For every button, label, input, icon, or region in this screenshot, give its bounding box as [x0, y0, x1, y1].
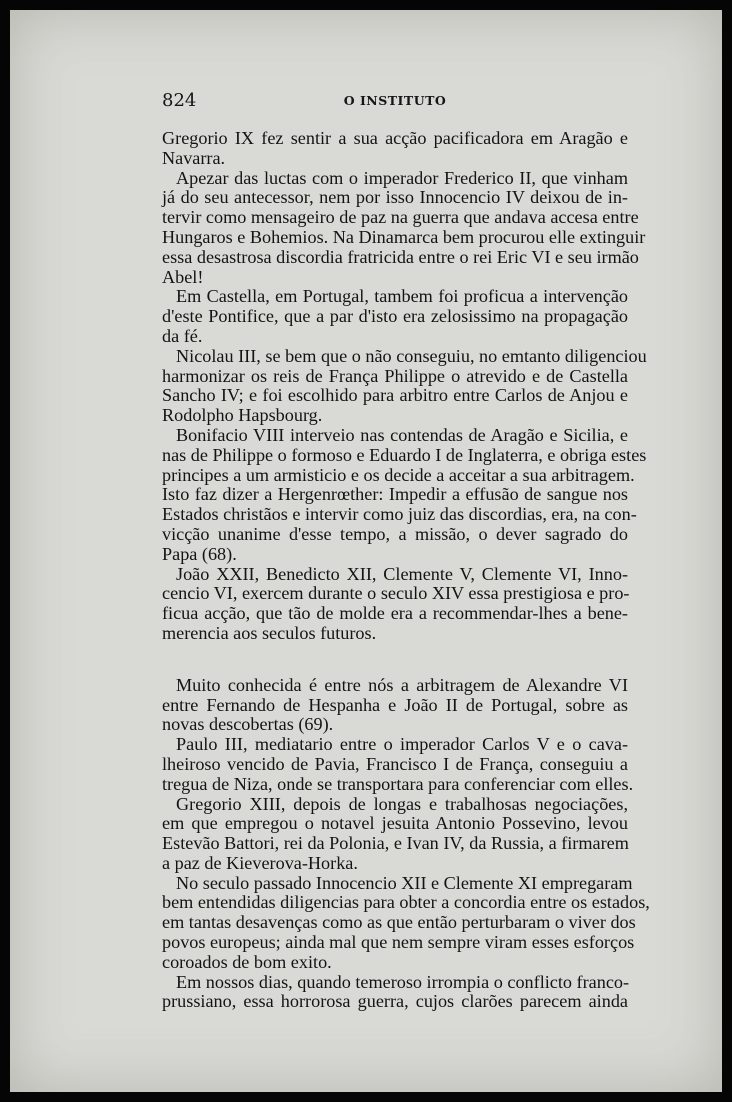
text-line: Sancho IV; e foi escolhido para arbitro entre Carlos de Anjou e	[162, 385, 628, 406]
text-line: entre Fernando de Hespanha e João II de Portugal, sobre as	[162, 694, 628, 715]
text-line: Em nossos dias, quando temeroso irrompia o conflicto franco-	[176, 971, 630, 992]
text-line: cencio VI, exercem durante o seculo XIV essa prestigiosa e pro-	[162, 583, 630, 604]
text-line: Gregorio IX fez sentir a sua acção pacificadora em Aragão e	[162, 128, 628, 148]
text-line: já do seu antecessor, nem por isso Innocencio IV deixou de in-	[162, 187, 628, 208]
text-line: prussiano, essa horrorosa guerra, cujos clarões parecem ainda	[162, 991, 628, 1012]
text-line: Estevão Battori, rei da Polonia, e Ivan IV, da Russia, a firmarem	[162, 833, 629, 854]
text-line: bem entendidas diligencias para obter a concordia entre os estados,	[162, 892, 650, 913]
page-header	[162, 90, 628, 114]
text-line: em que empregou o notavel jesuita Antonio Possevino, levou	[162, 813, 628, 834]
text-line: No seculo passado Innocencio XII e Clemente XI empregaram	[176, 872, 633, 893]
text-line: Rodolpho Hapsbourg.	[162, 405, 323, 426]
text-line: Gregorio XIII, depois de longas e trabalhosas negociações,	[176, 793, 628, 814]
body-text	[162, 128, 650, 1012]
text-line: vicção unanime d'esse tempo, a missão, o dever sagrado do	[162, 523, 628, 544]
text-line: Nicolau III, se bem que o não conseguiu, no emtanto diligenciou	[176, 345, 647, 366]
text-line: principes a um armisticio e os decide a acceitar a sua arbitragem.	[162, 464, 635, 485]
text-line: Isto faz dizer a Hergenrœther: Impedir a effusão de sangue nos	[162, 484, 628, 505]
text-line: tregua de Niza, onde se transportara para conferenciar com elles.	[162, 773, 634, 794]
running-title: O INSTITUTO	[343, 93, 447, 108]
text-line: em tantas desavenças como as que então perturbaram o viver dos	[162, 912, 636, 933]
text-line: Abel!	[162, 266, 204, 287]
text-line: Estados christãos e intervir como juiz das discordias, era, na con-	[162, 504, 637, 525]
page-number: 824	[162, 90, 197, 111]
text-line: ficua acção, que tão de molde era a recommendar-lhes a bene-	[162, 603, 628, 624]
text-line: harmonizar os reis de França Philippe o atrevido e de Castella	[162, 365, 628, 386]
text-line: a paz de Kieverova-Horka.	[162, 852, 358, 873]
text-line: d'este Pontifice, que a par d'isto era zelosissimo na propagação	[162, 306, 628, 327]
text-line: lheiroso vencido de Pavia, Francisco I de França, conseguiu a	[162, 753, 628, 774]
text-line: povos europeus; ainda mal que nem sempre viram esses esforços	[162, 932, 635, 953]
text-line: Muito conhecida é entre nós a arbitragem de Alexandre VI	[176, 674, 628, 695]
text-line: tervir como mensageiro de paz na guerra que andava accesa entre	[162, 207, 639, 228]
text-line: Apezar das luctas com o imperador Frederico II, que vinham	[176, 167, 628, 188]
text-line: nas de Philippe o formoso e Eduardo I de Inglaterra, e obriga estes	[162, 444, 647, 465]
text-line: Bonifacio VIII interveio nas contendas de Aragão e Sicilia, e	[176, 424, 628, 445]
text-line: novas descobertas (69).	[162, 714, 334, 735]
text-line: Papa (68).	[162, 543, 237, 564]
text-line: coroados de bom exito.	[162, 951, 332, 972]
text-line: da fé.	[162, 325, 203, 346]
text-line: João XXII, Benedicto XII, Clemente V, Clemente VI, Inno-	[176, 563, 628, 584]
text-line: Paulo III, mediatario entre o imperador Carlos V e o cava-	[176, 734, 628, 755]
text-line: Em Castella, em Portugal, tambem foi proficua a intervenção	[176, 286, 628, 307]
text-line: essa desastrosa discordia fratricida entre o rei Eric VI e seu irmão	[162, 246, 639, 267]
section-gap	[162, 644, 628, 676]
text-line: merencia aos seculos futuros.	[162, 622, 377, 643]
text-line: Hungaros e Bohemios. Na Dinamarca bem procurou elle extinguir	[162, 226, 646, 247]
text-line: Navarra.	[162, 147, 226, 168]
